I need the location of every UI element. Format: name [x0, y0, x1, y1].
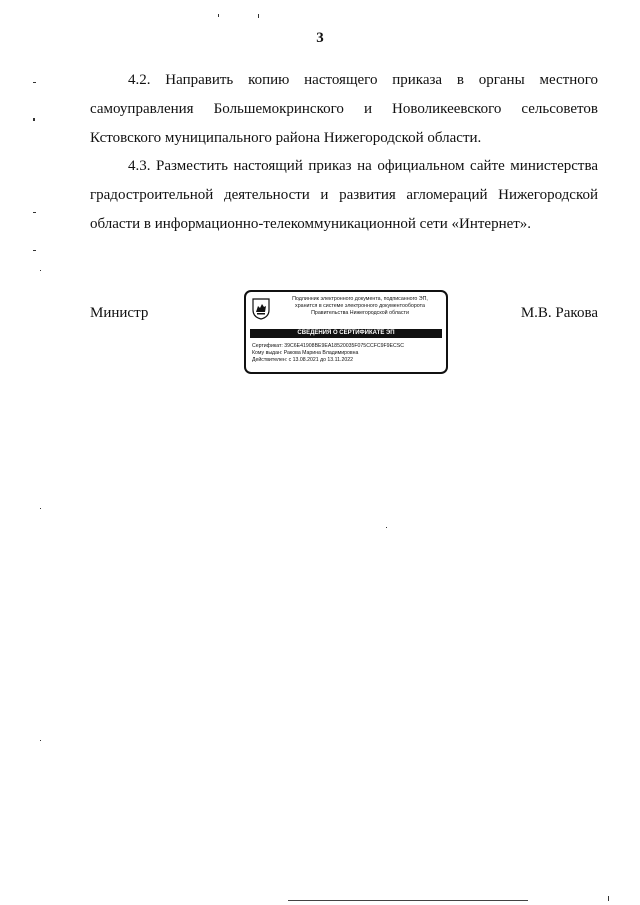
scan-mark [33, 118, 35, 121]
paragraph-4-2 [90, 66, 598, 153]
stamp-title-bar: СВЕДЕНИЯ О СЕРТИФИКАТЕ ЭП [250, 329, 442, 338]
scan-mark [40, 270, 41, 271]
signatory-name: М.В. Ракова [520, 305, 598, 321]
scan-mark [40, 508, 41, 509]
stamp-valid-label: Действителен: [252, 357, 288, 363]
signatory-position: Министр [90, 305, 149, 321]
scan-mark [33, 250, 36, 251]
stamp-valid-value: с 13.08.2021 до 13.11.2022 [288, 357, 353, 363]
scan-mark [33, 212, 36, 213]
stamp-header-line: Правительства Нижегородской области [311, 310, 409, 316]
stamp-issued-row [252, 350, 444, 357]
bottom-scan-line [288, 900, 528, 901]
scan-mark [258, 14, 259, 18]
scan-mark [386, 527, 387, 528]
stamp-details [252, 343, 444, 364]
page-number: 3 [316, 30, 324, 46]
stamp-issued-label: Кому выдан: [252, 350, 283, 356]
paragraph-4-2-text: 4.2. Направить копию настоящего приказа в органы местного самоуправления Большемокринского и Новоликеевского сельсоветов Кстовского муниципального района Нижегородской области. [90, 72, 598, 146]
scan-mark [608, 896, 609, 901]
stamp-valid-row [252, 357, 444, 364]
stamp-certificate-label: Сертификат: [252, 343, 283, 349]
digital-signature-stamp [244, 290, 448, 374]
stamp-header [274, 296, 446, 317]
stamp-certificate-row [252, 343, 444, 350]
scan-mark [33, 82, 36, 83]
coat-of-arms-icon [252, 298, 270, 320]
stamp-header-line: Подлинник электронного документа, подписанного ЭП, [292, 296, 428, 302]
scan-mark [218, 14, 219, 17]
scan-mark [40, 740, 41, 741]
stamp-certificate-value: 39C6E41908BE9EA18520035F075CCFC9F9ECSC [284, 343, 404, 349]
paragraph-4-3-text: 4.3. Разместить настоящий приказ на официальном сайте министерства градостроительной деятельности и развития агломераций Нижегородской области в информационно-телекоммуникационной сети «Интернет». [90, 158, 598, 232]
stamp-issued-value: Ракова Марина Владимировна [283, 350, 359, 356]
stamp-header-line: хранится в системе электронного документооборота [295, 303, 425, 309]
paragraph-4-3 [90, 152, 598, 239]
